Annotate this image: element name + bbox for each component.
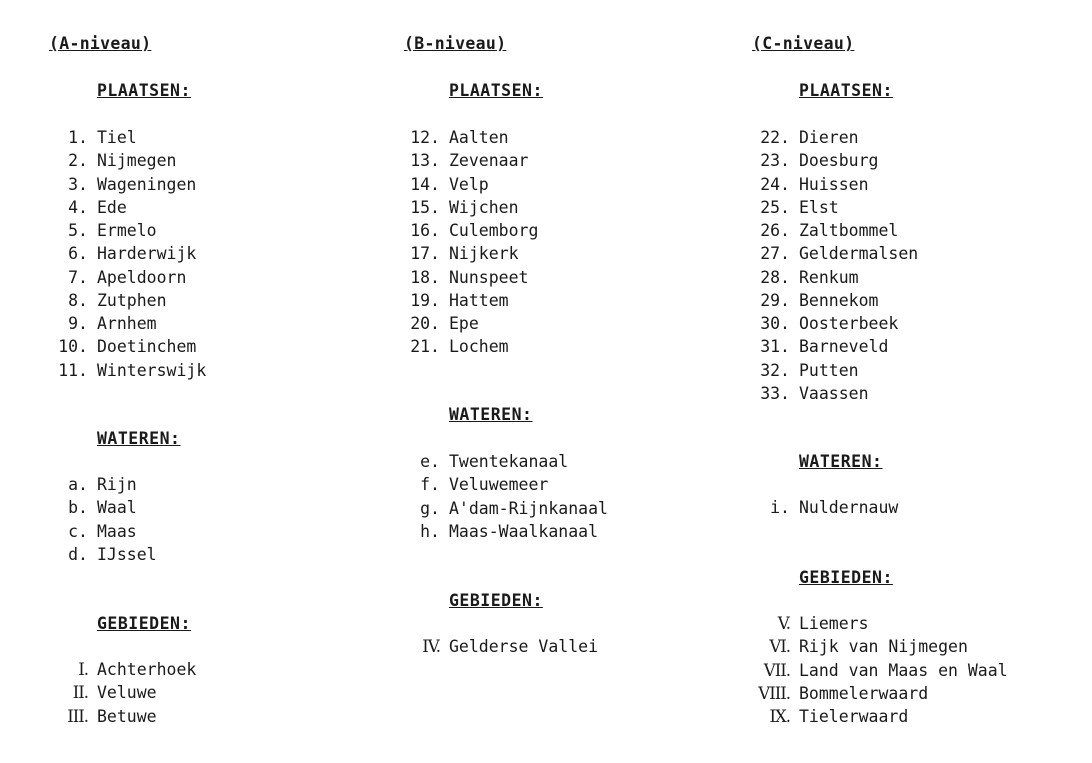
place-list-item xyxy=(0,335,340,358)
area-item-number: I. xyxy=(78,660,88,679)
place-list-item xyxy=(0,266,340,289)
place-item-name: Bennekom xyxy=(799,290,879,310)
place-item-number: 12. xyxy=(410,128,440,147)
place-item-number: 19. xyxy=(410,290,440,310)
place-item-name: Nunspeet xyxy=(449,267,529,287)
place-item-number: 30. xyxy=(760,314,790,333)
area-item-number: VIII. xyxy=(758,683,790,703)
place-item-name: Doetinchem xyxy=(97,337,197,357)
place-list-item xyxy=(352,335,692,358)
place-list-item xyxy=(0,173,340,196)
place-item-name: Wijchen xyxy=(449,197,519,217)
place-list-item xyxy=(352,219,692,242)
area-item-name: Bommelerwaard xyxy=(799,683,929,703)
place-item-number: 6. xyxy=(68,244,88,264)
place-list-item xyxy=(0,219,340,242)
place-list-item xyxy=(0,289,340,312)
place-list-item xyxy=(352,312,692,335)
area-list-item xyxy=(702,682,1042,705)
area-item-name: Achterhoek xyxy=(97,660,197,679)
water-list-item xyxy=(0,543,340,566)
place-list-item xyxy=(0,126,340,149)
area-item-number: IV. xyxy=(422,637,440,656)
gebieden-heading-b: GEBIEDEN: xyxy=(449,591,543,610)
place-item-number: 21. xyxy=(410,337,440,357)
water-item-name: Veluwemeer xyxy=(449,475,549,495)
place-list-item xyxy=(352,266,692,289)
place-item-number: 13. xyxy=(410,151,440,171)
gebieden-heading-c: GEBIEDEN: xyxy=(799,568,893,587)
place-item-number: 9. xyxy=(68,314,88,333)
place-list-item xyxy=(352,126,692,149)
place-item-number: 27. xyxy=(760,244,790,264)
area-item-number: V. xyxy=(777,614,790,633)
place-item-number: 18. xyxy=(410,267,440,287)
water-item-number: d. xyxy=(68,544,88,564)
place-item-number: 23. xyxy=(760,151,790,171)
place-item-number: 8. xyxy=(68,290,88,310)
place-item-number: 26. xyxy=(760,221,790,240)
wateren-heading-b: WATEREN: xyxy=(449,405,533,424)
place-item-name: Hattem xyxy=(449,290,509,310)
place-item-name: Culemborg xyxy=(449,221,539,240)
water-list-item xyxy=(0,473,340,496)
place-item-name: Geldermalsen xyxy=(799,244,919,264)
place-list-item xyxy=(702,219,1042,242)
place-item-number: 5. xyxy=(68,221,88,240)
place-item-number: 28. xyxy=(760,267,790,287)
water-item-number: f. xyxy=(420,475,440,495)
area-list-item xyxy=(702,705,1042,728)
place-item-number: 7. xyxy=(68,267,88,287)
area-item-name: Tielerwaard xyxy=(799,707,909,726)
area-item-number: VI. xyxy=(769,637,790,657)
water-item-name: Waal xyxy=(97,498,137,518)
water-list-item xyxy=(352,450,692,473)
water-list-item xyxy=(702,496,1042,519)
place-item-number: 32. xyxy=(760,360,790,380)
place-list-item xyxy=(352,149,692,172)
place-item-name: Doesburg xyxy=(799,151,879,171)
plaatsen-heading-a: PLAATSEN: xyxy=(97,81,191,100)
area-item-number: IX. xyxy=(769,707,790,726)
place-item-number: 11. xyxy=(58,360,88,380)
place-item-name: Zevenaar xyxy=(449,151,529,171)
area-item-name: Veluwe xyxy=(97,683,157,703)
gebieden-heading-a: GEBIEDEN: xyxy=(97,614,191,633)
place-list-item xyxy=(352,196,692,219)
area-list-item xyxy=(0,681,340,704)
place-item-name: Nijmegen xyxy=(97,151,177,171)
water-item-name: Maas-Waalkanaal xyxy=(449,521,599,541)
water-list-item xyxy=(0,496,340,519)
water-item-number: g. xyxy=(420,498,440,518)
area-item-name: Liemers xyxy=(799,614,869,633)
place-list-item xyxy=(352,242,692,265)
place-item-name: Zutphen xyxy=(97,290,167,310)
water-item-name: Nuldernauw xyxy=(799,498,899,517)
wateren-list-c xyxy=(702,496,1042,519)
wateren-heading-c: WATEREN: xyxy=(799,452,883,471)
place-list-item xyxy=(702,312,1042,335)
place-list-item xyxy=(702,196,1042,219)
place-item-name: Oosterbeek xyxy=(799,314,899,333)
place-list-item xyxy=(0,149,340,172)
area-list-item xyxy=(702,659,1042,682)
place-item-number: 17. xyxy=(410,244,440,264)
plaatsen-heading-c: PLAATSEN: xyxy=(799,81,893,100)
area-list-item xyxy=(702,635,1042,658)
place-item-name: Ede xyxy=(97,197,127,217)
water-item-name: Rijn xyxy=(97,475,137,494)
plaatsen-list-b xyxy=(352,126,692,359)
place-list-item xyxy=(702,359,1042,382)
place-item-name: Lochem xyxy=(449,337,509,357)
area-item-name: Gelderse Vallei xyxy=(449,637,599,656)
water-item-number: c. xyxy=(68,521,88,541)
place-item-name: Velp xyxy=(449,174,489,194)
place-list-item xyxy=(702,126,1042,149)
place-item-name: Nijkerk xyxy=(449,244,519,264)
area-item-name: Land van Maas en Waal xyxy=(799,660,1008,680)
place-list-item xyxy=(352,173,692,196)
area-item-number: II. xyxy=(72,683,88,703)
place-list-item xyxy=(702,335,1042,358)
water-list-item xyxy=(352,473,692,496)
place-item-name: Putten xyxy=(799,360,859,380)
place-item-number: 15. xyxy=(410,197,440,217)
water-item-name: Twentekanaal xyxy=(449,452,569,471)
area-item-number: VII. xyxy=(763,660,790,680)
place-list-item xyxy=(0,196,340,219)
place-item-number: 1. xyxy=(68,128,88,147)
place-item-name: Harderwijk xyxy=(97,244,197,264)
water-list-item xyxy=(352,520,692,543)
plaatsen-list-a xyxy=(0,126,340,382)
place-list-item xyxy=(0,312,340,335)
water-item-number: b. xyxy=(68,498,88,518)
gebieden-list-b xyxy=(352,635,692,658)
place-item-number: 22. xyxy=(760,128,790,147)
place-item-number: 4. xyxy=(68,197,88,217)
place-list-item xyxy=(352,289,692,312)
place-list-item xyxy=(0,359,340,382)
level-heading-a: (A-niveau) xyxy=(49,34,152,53)
wateren-heading-a: WATEREN: xyxy=(97,429,181,448)
place-item-number: 10. xyxy=(58,337,88,357)
place-item-number: 25. xyxy=(760,197,790,217)
water-list-item xyxy=(0,520,340,543)
level-heading-c: (C-niveau) xyxy=(752,34,855,53)
area-item-number: III. xyxy=(67,706,88,726)
place-item-name: Huissen xyxy=(799,174,869,194)
place-list-item xyxy=(702,149,1042,172)
place-list-item xyxy=(702,266,1042,289)
place-list-item xyxy=(702,382,1042,405)
area-item-name: Betuwe xyxy=(97,706,157,726)
water-item-name: Maas xyxy=(97,521,137,541)
plaatsen-heading-b: PLAATSEN: xyxy=(449,81,543,100)
area-list-item xyxy=(0,658,340,681)
wateren-list-b xyxy=(352,450,692,543)
place-item-number: 3. xyxy=(68,174,88,194)
place-item-number: 33. xyxy=(760,383,790,403)
place-item-number: 29. xyxy=(760,290,790,310)
place-item-name: Ermelo xyxy=(97,221,157,240)
water-list-item xyxy=(352,497,692,520)
place-list-item xyxy=(702,289,1042,312)
place-item-name: Tiel xyxy=(97,128,137,147)
water-item-name: IJssel xyxy=(97,544,157,564)
place-item-name: Wageningen xyxy=(97,174,197,194)
place-item-name: Arnhem xyxy=(97,314,157,333)
place-item-number: 31. xyxy=(760,337,790,357)
water-item-number: h. xyxy=(420,521,440,541)
level-heading-b: (B-niveau) xyxy=(404,34,507,53)
place-item-number: 14. xyxy=(410,174,440,194)
place-item-name: Renkum xyxy=(799,267,859,287)
water-item-number: i. xyxy=(770,498,790,517)
place-list-item xyxy=(0,242,340,265)
water-item-number: a. xyxy=(68,475,88,494)
area-item-name: Rijk van Nijmegen xyxy=(799,637,968,657)
place-item-name: Epe xyxy=(449,314,479,333)
place-list-item xyxy=(702,242,1042,265)
place-item-name: Dieren xyxy=(799,128,859,147)
place-item-number: 20. xyxy=(410,314,440,333)
place-item-name: Zaltbommel xyxy=(799,221,899,240)
place-item-name: Elst xyxy=(799,197,839,217)
area-list-item xyxy=(702,612,1042,635)
place-item-number: 2. xyxy=(68,151,88,171)
area-list-item xyxy=(0,705,340,728)
place-item-name: Winterswijk xyxy=(97,360,207,380)
water-item-name: A'dam-Rijnkanaal xyxy=(449,498,608,518)
place-item-number: 24. xyxy=(760,174,790,194)
plaatsen-list-c xyxy=(702,126,1042,405)
place-item-name: Apeldoorn xyxy=(97,267,187,287)
place-item-name: Aalten xyxy=(449,128,509,147)
place-item-name: Barneveld xyxy=(799,337,889,357)
area-list-item xyxy=(352,635,692,658)
water-item-number: e. xyxy=(420,452,440,471)
place-list-item xyxy=(702,173,1042,196)
place-item-name: Vaassen xyxy=(799,383,869,403)
gebieden-list-a xyxy=(0,658,340,728)
gebieden-list-c xyxy=(702,612,1042,728)
wateren-list-a xyxy=(0,473,340,566)
place-item-number: 16. xyxy=(410,221,440,240)
